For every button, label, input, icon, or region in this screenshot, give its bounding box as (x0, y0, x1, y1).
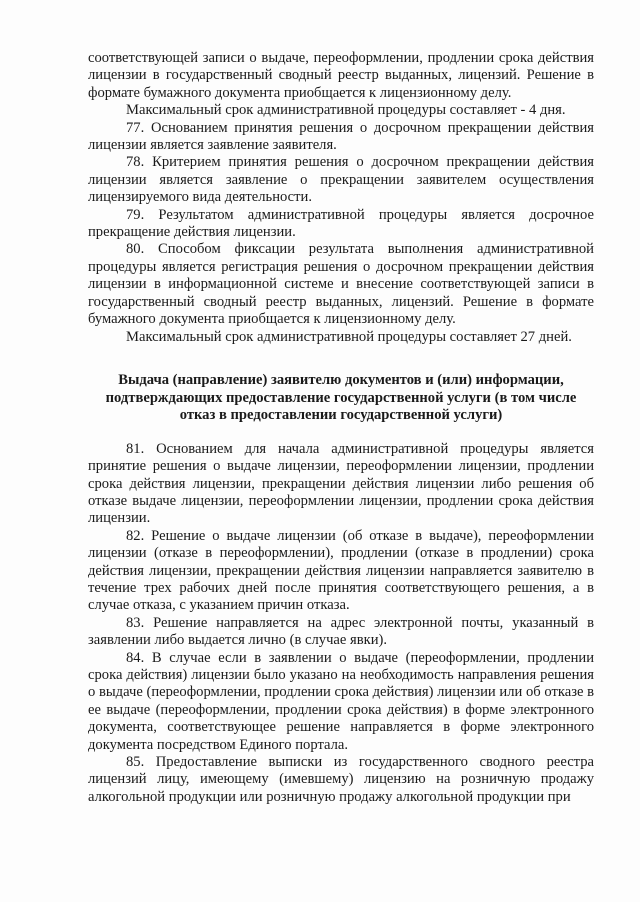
paragraph-max-term-27-days: Максимальный срок административной процедуры составляет 27 дней. (126, 328, 572, 345)
paragraph-81: 81. Основанием для начала административной процедуры является принятие решения о выдаче лицензии, переоформлении лицензии, продлении срока действия лицензии, прекращении действия лицензии либо решения об отказе выдаче лицензии, переоформлении лицензии, продлении срока действия лицензии. (88, 440, 594, 527)
section-heading: Выдача (направление) заявителю документов и (или) информации, подтверждающих предоставление государственной услуги (в том числе отказ в предоставлении государственной услуги) (105, 371, 577, 424)
paragraph-79: 79. Результатом административной процедуры является досрочное прекращение действия лицензии. (88, 206, 594, 241)
paragraph-84: 84. В случае если в заявлении о выдаче (переоформлении, продлении срока действия) лицензии было указано на необходимость направления решения о выдаче (переоформлении, продлении срока действия) лицензии или об отказе в ее выдаче (переоформлении, продлении срока действия) в форме электронного документа, соответствующее решение направляется в форме электронного документа посредством Единого портала. (88, 649, 594, 753)
paragraph-83: 83. Решение направляется на адрес электронной почты, указанный в заявлении либо выдается лично (в случае явки). (88, 614, 594, 649)
paragraph-77: 77. Основанием принятия решения о досрочном прекращении действия лицензии является заявление заявителя. (88, 119, 594, 154)
paragraph-85: 85. Предоставление выписки из государственного сводного реестра лицензий лицу, имеющему (имевшему) лицензию на розничную продажу алкогольной продукции или розничную продажу алкогольной продукции при (88, 754, 594, 805)
paragraph-80: 80. Способом фиксации результата выполнения административной процедуры является регистрация решения о досрочном прекращении действия лицензии в информационной системе и внесение соответствующей записи в государственный сводный реестр выданных, лицензий. Решение в формате бумажного документа приобщается к лицензионному делу. (88, 241, 594, 328)
paragraph-continuation: соответствующей записи о выдаче, переоформлении, продлении срока действия лицензии в государственный сводный реестр выданных, лицензий. Решение в формате бумажного документа приобщается к лицензионному делу. (88, 50, 594, 101)
paragraph-82: 82. Решение о выдаче лицензии (об отказе в выдаче), переоформлении лицензии (отказе в переоформлении), продлении (отказе в продлении) срока действия лицензии, прекращении действия лицензии направляется заявителю в течение трех рабочих дней после принятия соответствующего решения, а в случае отказа, с указанием причин отказа. (88, 527, 594, 614)
paragraph-78: 78. Критерием принятия решения о досрочном прекращении действия лицензии является заявление о прекращении заявителем осуществления лицензируемого вида деятельности. (88, 154, 594, 206)
document-body (88, 50, 594, 806)
paragraph-max-term-4-days: Максимальный срок административной процедуры составляет - 4 дня. (126, 102, 566, 119)
